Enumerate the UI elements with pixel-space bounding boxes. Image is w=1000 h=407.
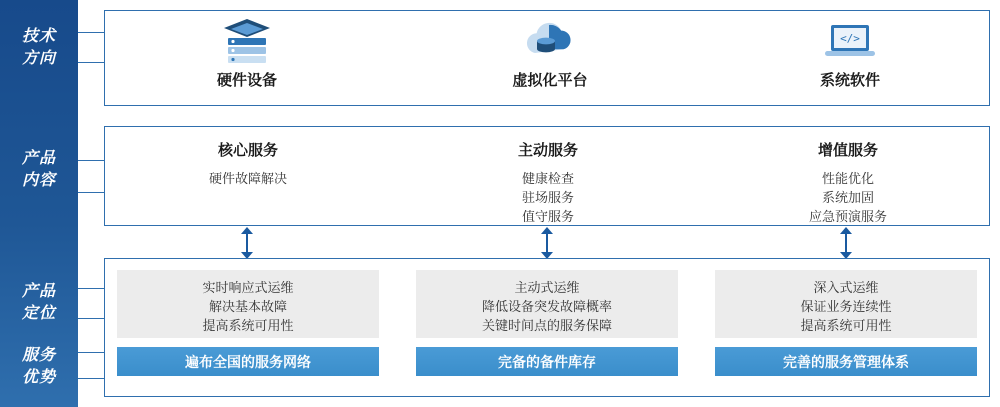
product-content-item: 系统加固 [821, 190, 874, 205]
rail-label-product-positioning [0, 281, 78, 325]
advantage-card-spare-parts[interactable]: 完备的备件库存 [416, 347, 678, 376]
connector-stub-tech-bottom [78, 62, 104, 63]
positioning-line: 降低设备突发故障概率 [481, 299, 612, 314]
positioning-line: 主动式运维 [514, 280, 580, 295]
cloud-virtualization-icon [450, 17, 650, 65]
laptop-code-icon [750, 17, 950, 65]
rail-label-line1: 技术 [21, 28, 56, 45]
connector-stub-content-bottom [78, 192, 104, 193]
product-content-item: 健康检查 [521, 171, 574, 186]
product-content-proactive-service[interactable] [423, 139, 673, 226]
server-stack-icon [147, 17, 347, 65]
positioning-advantage-panel [104, 258, 990, 397]
positioning-line: 关键时间点的服务保障 [481, 318, 612, 333]
connector-stub-tech-top [78, 32, 104, 33]
tech-direction-item-hardware[interactable] [147, 17, 347, 90]
positioning-card-realtime[interactable] [117, 270, 379, 338]
positioning-line: 提高系统可用性 [202, 318, 294, 333]
advantage-card-management-system[interactable]: 完善的服务管理体系 [715, 347, 977, 376]
product-content-item: 硬件故障解决 [208, 171, 287, 186]
rail-label-line1: 产品 [21, 283, 56, 300]
connector-stub-advantage-top [78, 352, 104, 353]
product-content-core-service[interactable] [123, 139, 373, 188]
left-label-rail [0, 0, 78, 407]
connector-stub-positioning-top [78, 288, 104, 289]
positioning-card-indepth[interactable] [715, 270, 977, 338]
double-arrow-icon [541, 227, 553, 259]
double-arrow-icon [241, 227, 253, 259]
connector-stub-advantage-bottom [78, 378, 104, 379]
tech-direction-label: 系统软件 [819, 72, 880, 89]
positioning-line: 提高系统可用性 [800, 318, 892, 333]
product-content-title: 增值服务 [817, 142, 878, 159]
tech-direction-panel [104, 10, 990, 106]
tech-direction-item-virtualization[interactable] [450, 17, 650, 90]
positioning-card-proactive[interactable] [416, 270, 678, 338]
positioning-line: 保证业务连续性 [800, 299, 892, 314]
rail-label-line2: 定位 [21, 305, 56, 322]
product-content-item: 值守服务 [521, 209, 574, 224]
product-content-value-added-service[interactable] [723, 139, 973, 226]
rail-label-line2: 内容 [21, 172, 56, 189]
advantage-card-service-network[interactable]: 遍布全国的服务网络 [117, 347, 379, 376]
rail-label-service-advantage [0, 345, 78, 389]
rail-label-line1: 产品 [21, 150, 56, 167]
positioning-line: 实时响应式运维 [202, 280, 294, 295]
product-content-item: 应急预演服务 [808, 209, 887, 224]
tech-direction-label: 虚拟化平台 [512, 72, 588, 89]
rail-label-line2: 优势 [21, 369, 56, 386]
tech-direction-label: 硬件设备 [216, 72, 277, 89]
double-arrow-icon [840, 227, 852, 259]
tech-direction-item-system-software[interactable] [750, 17, 950, 90]
product-content-item: 性能优化 [821, 171, 874, 186]
product-content-title: 主动服务 [517, 142, 578, 159]
connector-stub-positioning-bottom [78, 318, 104, 319]
product-content-item: 驻场服务 [521, 190, 574, 205]
positioning-line: 深入式运维 [813, 280, 879, 295]
svg-text:</>: </> [840, 32, 860, 45]
rail-label-tech-direction [0, 26, 78, 70]
product-content-title: 核心服务 [217, 142, 278, 159]
connector-stub-content-top [78, 160, 104, 161]
product-content-panel [104, 126, 990, 226]
rail-label-line1: 服务 [21, 347, 56, 364]
rail-label-product-content [0, 148, 78, 192]
positioning-line: 解决基本故障 [208, 299, 287, 314]
rail-label-line2: 方向 [21, 50, 56, 67]
